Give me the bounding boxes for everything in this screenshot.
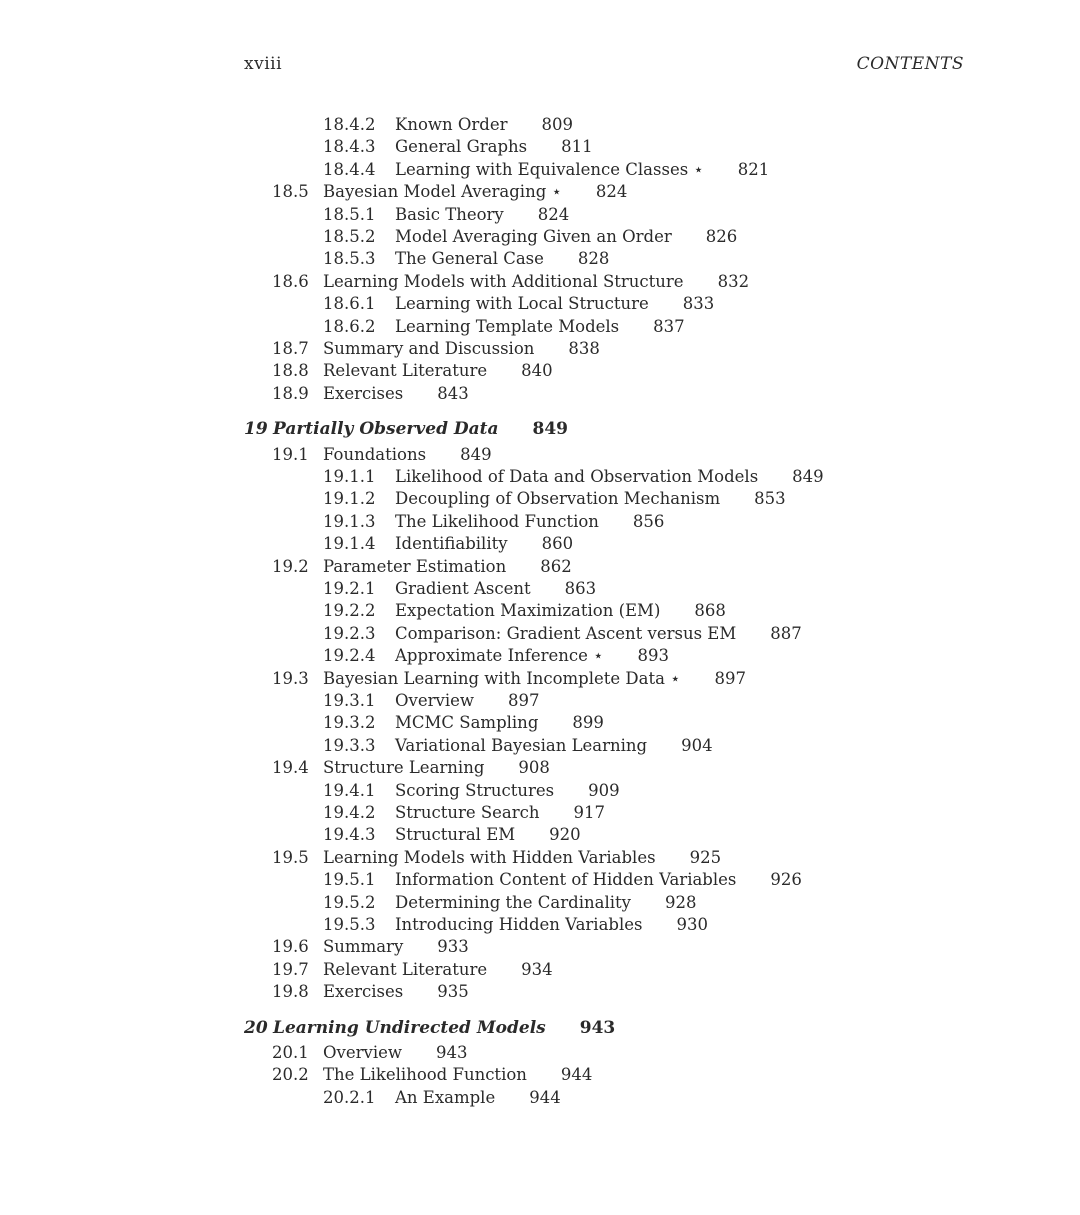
- entry-title-text: Relevant Literature: [323, 361, 488, 381]
- entry-title: [395, 511, 664, 533]
- entry-number: 18.4.4: [323, 159, 376, 179]
- entry-title-text: Overview: [395, 691, 474, 710]
- toc-entry[interactable]: [0, 114, 1080, 136]
- entry-number: 19.1.1: [323, 467, 376, 486]
- entry-number: 18.6.2: [323, 316, 376, 336]
- entry-title: [395, 623, 802, 645]
- toc-entry[interactable]: [0, 511, 1080, 533]
- entry-number: 19.7: [272, 959, 309, 979]
- entry-title-text: Identifiability: [395, 534, 508, 554]
- entry-page-number: 908: [518, 758, 550, 778]
- entry-number: 18.4.3: [323, 137, 376, 157]
- toc-entry[interactable]: [0, 668, 1080, 690]
- entry-number: 19.5.3: [323, 915, 376, 934]
- entry-title: [323, 847, 721, 869]
- toc-entry[interactable]: [0, 892, 1080, 914]
- entry-title-text: An Example: [395, 1087, 496, 1107]
- toc-entry[interactable]: [0, 383, 1080, 405]
- entry-page-number: 862: [540, 556, 572, 576]
- entry-title-text: Summary: [323, 937, 404, 957]
- entry-title: [323, 668, 746, 690]
- entry-page-number: 944: [560, 1065, 593, 1085]
- entry-number: 19.2.3: [323, 623, 376, 643]
- entry-number: 19: [244, 419, 268, 440]
- toc-entry[interactable]: [0, 360, 1080, 382]
- toc-entry[interactable]: [0, 712, 1080, 734]
- entry-title: [323, 936, 469, 958]
- entry-page-number: 934: [521, 959, 553, 979]
- entry-title-text: Determining the Cardinality: [395, 892, 631, 912]
- entry-title: [395, 690, 540, 712]
- entry-page-number: 849: [460, 444, 492, 464]
- entry-number: 19.8: [272, 982, 309, 1002]
- entry-title: [323, 556, 572, 578]
- entry-page-number: 925: [689, 847, 722, 867]
- entry-title: [395, 824, 581, 846]
- entry-title: [273, 418, 568, 440]
- page-number: xviii: [244, 54, 283, 74]
- entry-title: [273, 1017, 615, 1039]
- entry-page-number: 838: [568, 339, 600, 358]
- entry-number: 19.1.2: [323, 489, 376, 509]
- entry-page-number: 849: [792, 467, 824, 486]
- entry-title: [395, 780, 620, 802]
- entry-title-text: Gradient Ascent: [395, 579, 531, 598]
- entry-page-number: 832: [717, 271, 750, 291]
- entry-title: [395, 892, 696, 914]
- entry-title-text: Likelihood of Data and Observation Models: [395, 467, 759, 486]
- entry-title-text: MCMC Sampling: [395, 713, 539, 733]
- entry-title-text: Structure Learning: [323, 758, 485, 778]
- entry-title: [323, 959, 553, 981]
- toc-entry[interactable]: [0, 556, 1080, 578]
- toc-entry[interactable]: [0, 869, 1080, 891]
- entry-title: [395, 578, 596, 600]
- entry-title: [395, 914, 708, 936]
- entry-page-number: 828: [577, 249, 610, 269]
- entry-title: [395, 136, 593, 158]
- entry-number: 19.2.1: [323, 579, 376, 598]
- entry-number: 19.5.2: [323, 892, 376, 912]
- entry-page-number: 809: [541, 115, 574, 134]
- entry-title-text: Approximate Inference ⋆: [395, 646, 604, 666]
- entry-title-text: Introducing Hidden Variables: [395, 915, 643, 934]
- entry-title-text: Model Averaging Given an Order: [395, 227, 672, 246]
- toc-entry[interactable]: [0, 645, 1080, 667]
- toc-entry[interactable]: [0, 136, 1080, 158]
- entry-number: 19.1.3: [323, 511, 376, 531]
- entry-title-text: Learning Template Models: [395, 316, 620, 336]
- toc-entry[interactable]: [0, 338, 1080, 360]
- entry-title: [395, 488, 786, 510]
- toc-entry[interactable]: [0, 578, 1080, 600]
- entry-title-text: Known Order: [395, 115, 508, 134]
- entry-page-number: 943: [579, 1017, 616, 1038]
- entry-number: 19.4.2: [323, 803, 376, 822]
- entry-title: [395, 159, 769, 181]
- entry-title-text: Bayesian Model Averaging ⋆: [323, 182, 562, 202]
- entry-title-text: Expectation Maximization (EM): [395, 601, 661, 621]
- toc-entry[interactable]: [0, 488, 1080, 510]
- toc-entry[interactable]: [0, 780, 1080, 802]
- toc-entry[interactable]: [0, 735, 1080, 757]
- entry-page-number: 897: [714, 668, 747, 688]
- entry-title-text: The General Case: [395, 249, 544, 269]
- entry-title-text: General Graphs: [395, 137, 528, 157]
- entry-title-text: Learning Models with Additional Structure: [323, 271, 684, 291]
- entry-title-text: Partially Observed Data: [273, 419, 499, 440]
- entry-title: [323, 981, 469, 1003]
- entry-page-number: 824: [595, 182, 628, 202]
- entry-title: [395, 735, 713, 757]
- entry-title: [323, 444, 492, 466]
- toc-entry[interactable]: [0, 690, 1080, 712]
- toc-entry[interactable]: [0, 757, 1080, 779]
- toc-entry[interactable]: [0, 847, 1080, 869]
- entry-title-text: Scoring Structures: [395, 780, 555, 800]
- entry-title-text: Exercises: [323, 982, 404, 1002]
- entry-title-text: Parameter Estimation: [323, 556, 507, 576]
- entry-number: 20.2.1: [323, 1087, 376, 1107]
- entry-number: 19.2: [272, 556, 309, 576]
- toc-entry[interactable]: [0, 936, 1080, 958]
- entry-page-number: 821: [737, 159, 770, 179]
- entry-page-number: 826: [705, 227, 738, 246]
- entry-title-text: Variational Bayesian Learning: [395, 735, 648, 755]
- entry-title: [395, 645, 669, 667]
- entry-number: 19.1.4: [323, 534, 376, 554]
- running-title: CONTENTS: [856, 54, 964, 74]
- toc-entry[interactable]: [0, 1042, 1080, 1064]
- entry-number: 18.5.1: [323, 204, 376, 224]
- entry-page-number: 904: [681, 735, 713, 755]
- entry-page-number: 928: [664, 892, 697, 912]
- entry-number: 19.2.4: [323, 646, 376, 666]
- entry-page-number: 811: [561, 137, 593, 157]
- entry-number: 19.4.1: [323, 780, 376, 800]
- entry-title: [395, 204, 569, 226]
- entry-page-number: 933: [437, 937, 469, 957]
- toc-entry[interactable]: [0, 444, 1080, 466]
- entry-title: [323, 1064, 592, 1086]
- entry-page-number: 893: [637, 646, 669, 666]
- entry-number: 18.5: [272, 182, 309, 202]
- entry-title: [323, 1042, 468, 1064]
- entry-title: [395, 293, 714, 315]
- entry-title-text: The Likelihood Function: [395, 511, 599, 531]
- entry-number: 18.5.2: [323, 227, 376, 246]
- entry-page-number: 926: [770, 870, 802, 890]
- entry-title-text: Learning Models with Hidden Variables: [323, 847, 656, 867]
- entry-title-text: Foundations: [323, 444, 427, 464]
- entry-title-text: Summary and Discussion: [323, 339, 535, 358]
- entry-title: [395, 600, 726, 622]
- page-header: [0, 54, 1080, 76]
- toc-entry[interactable]: [0, 293, 1080, 315]
- entry-title: [323, 338, 600, 360]
- toc-entry[interactable]: [0, 623, 1080, 645]
- entry-number: 18.5.3: [323, 249, 376, 269]
- entry-title: [395, 869, 802, 891]
- entry-number: 18.8: [272, 361, 309, 381]
- entry-number: 19.5.1: [323, 870, 376, 890]
- entry-page-number: 897: [508, 691, 540, 710]
- entry-page-number: 920: [549, 825, 581, 845]
- entry-title-text: Decoupling of Observation Mechanism: [395, 489, 721, 509]
- entry-title-text: Exercises: [323, 383, 404, 403]
- entry-page-number: 863: [564, 579, 597, 598]
- entry-number: 19.5: [272, 847, 309, 867]
- entry-title: [395, 248, 609, 270]
- entry-number: 19.3.2: [323, 713, 376, 733]
- entry-title-text: Structural EM: [395, 825, 516, 845]
- entry-number: 19.3.3: [323, 735, 376, 755]
- entry-title: [323, 271, 749, 293]
- entry-page-number: 930: [676, 915, 708, 934]
- toc-entry[interactable]: [0, 824, 1080, 846]
- toc-entry[interactable]: [0, 316, 1080, 338]
- chapter-entry[interactable]: [0, 1017, 1080, 1039]
- entry-page-number: 887: [770, 623, 802, 643]
- entry-number: 19.3: [272, 668, 309, 688]
- entry-page-number: 843: [437, 383, 469, 403]
- toc-entry[interactable]: [0, 981, 1080, 1003]
- entry-title: [323, 360, 553, 382]
- toc-entry[interactable]: [0, 204, 1080, 226]
- toc-entry[interactable]: [0, 248, 1080, 270]
- entry-number: 18.6: [272, 271, 309, 291]
- entry-page-number: 856: [632, 511, 665, 531]
- chapter-entry[interactable]: [0, 418, 1080, 440]
- entry-number: 18.7: [272, 339, 309, 358]
- entry-page-number: 849: [532, 419, 568, 440]
- entry-title-text: The Likelihood Function: [323, 1065, 527, 1085]
- entry-title-text: Bayesian Learning with Incomplete Data ⋆: [323, 668, 681, 688]
- entry-title-text: Overview: [323, 1043, 402, 1062]
- entry-title: [395, 1087, 561, 1109]
- entry-page-number: 935: [437, 982, 469, 1002]
- entry-page-number: 840: [521, 361, 553, 381]
- entry-title: [323, 383, 469, 405]
- entry-title-text: Information Content of Hidden Variables: [395, 870, 737, 890]
- entry-page-number: 868: [694, 601, 726, 621]
- entry-page-number: 917: [573, 803, 606, 822]
- toc-entry[interactable]: [0, 271, 1080, 293]
- toc-entry[interactable]: [0, 959, 1080, 981]
- entry-number: 20.1: [272, 1043, 309, 1062]
- entry-title-text: Comparison: Gradient Ascent versus EM: [395, 623, 737, 643]
- entry-title: [395, 533, 573, 555]
- entry-page-number: 833: [682, 294, 715, 314]
- entry-number: 19.4.3: [323, 825, 376, 845]
- entry-page-number: 944: [529, 1087, 561, 1107]
- toc-entry[interactable]: [0, 466, 1080, 488]
- entry-number: 19.1: [272, 444, 309, 464]
- toc-entry[interactable]: [0, 802, 1080, 824]
- entry-page-number: 853: [754, 489, 786, 509]
- entry-page-number: 909: [588, 780, 620, 800]
- entry-title-text: Learning with Local Structure: [395, 294, 649, 314]
- entry-title-text: Learning Undirected Models: [273, 1017, 546, 1038]
- entry-page-number: 824: [537, 204, 570, 224]
- entry-title-text: Relevant Literature: [323, 959, 488, 979]
- toc-entry[interactable]: [0, 159, 1080, 181]
- entry-number: 18.9: [272, 383, 309, 403]
- entry-title-text: Structure Search: [395, 803, 540, 822]
- entry-page-number: 943: [436, 1043, 468, 1062]
- entry-number: 19.6: [272, 937, 309, 957]
- entry-title-text: Basic Theory: [395, 204, 504, 224]
- entry-number: 18.4.2: [323, 115, 376, 134]
- entry-title: [395, 226, 737, 248]
- entry-title-text: Learning with Equivalence Classes ⋆: [395, 159, 704, 179]
- toc-entry[interactable]: [0, 181, 1080, 203]
- entry-title: [395, 466, 824, 488]
- entry-title: [395, 712, 604, 734]
- toc-entry[interactable]: [0, 600, 1080, 622]
- entry-title: [395, 802, 605, 824]
- entry-page-number: 899: [572, 713, 604, 733]
- toc-entry[interactable]: [0, 1064, 1080, 1086]
- toc-entry[interactable]: [0, 533, 1080, 555]
- entry-title: [395, 316, 685, 338]
- toc-entry[interactable]: [0, 226, 1080, 248]
- toc-entry[interactable]: [0, 1087, 1080, 1109]
- entry-number: 20.2: [272, 1065, 309, 1085]
- entry-page-number: 837: [653, 316, 685, 336]
- entry-number: 19.2.2: [323, 601, 376, 621]
- entry-title: [323, 757, 550, 779]
- entry-title: [395, 114, 573, 136]
- toc-entry[interactable]: [0, 914, 1080, 936]
- entry-number: 19.3.1: [323, 691, 376, 710]
- entry-title: [323, 181, 627, 203]
- entry-number: 19.4: [272, 758, 309, 778]
- entry-number: 18.6.1: [323, 294, 376, 314]
- entry-number: 20: [244, 1017, 268, 1038]
- entry-page-number: 860: [541, 534, 574, 554]
